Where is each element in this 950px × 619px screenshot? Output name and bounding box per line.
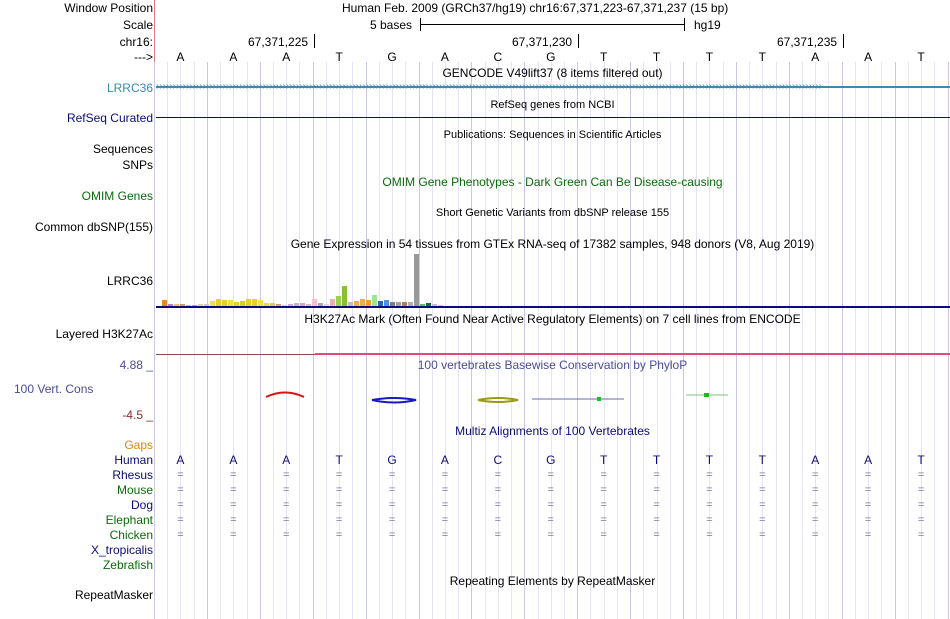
coord-tick [843,34,844,48]
alignment-match: = [759,529,766,541]
refseq-track-label[interactable]: RefSeq Curated [66,111,153,125]
alignment-match: = [388,499,396,511]
alignment-match: = [653,499,660,511]
alignment-match: = [706,499,713,511]
alignment-match: = [547,514,554,526]
omim-track-label[interactable]: OMIM Genes [81,189,153,203]
publications-snps-label[interactable]: SNPs [122,158,153,172]
alignment-match: = [864,514,872,526]
reference-base: A [229,50,238,64]
gtex-tissue-bar[interactable] [336,296,341,306]
alignment-match: = [230,484,237,496]
phylop-min-label: -4.5 _ [122,408,153,422]
human-aligned-base: T [652,453,661,467]
alignment-match: = [706,469,713,481]
alignment-match: = [230,499,237,511]
alignment-match: = [759,499,766,511]
alignment-match: = [706,529,713,541]
scale-label: Scale [122,18,153,32]
scale-bar-left-tick [420,18,421,31]
chromosome-label: chr16: [119,35,153,49]
gtex-tissue-bar[interactable] [312,299,317,306]
alignment-match: = [388,484,396,496]
scale-bar [420,24,684,25]
human-aligned-base: T [917,453,925,467]
alignment-match: = [917,514,925,526]
phylop-score-blue [372,398,416,403]
species-label-chicken[interactable]: Chicken [109,528,153,542]
window-position-label: Window Position [64,1,153,15]
species-label-elephant[interactable]: Elephant [105,513,153,527]
alignment-match: = [494,499,502,511]
reference-base: T [599,50,608,64]
gencode-track-label[interactable]: LRRC36 [106,81,153,95]
alignment-match: = [600,514,607,526]
alignment-match: = [283,469,290,481]
human-aligned-base: G [546,453,556,467]
gtex-tissue-bar[interactable] [330,299,335,306]
alignment-match: = [283,499,290,511]
coord-tick [578,34,579,48]
alignment-match: = [177,499,184,511]
alignment-match: = [388,469,396,481]
alignment-match: = [864,484,872,496]
reference-base: T [652,50,661,64]
alignment-match: = [600,469,607,481]
reference-base: A [176,50,185,64]
phylop-track-label[interactable]: 100 Vert. Cons [14,382,94,396]
alignment-match: = [547,499,554,511]
gtex-tissue-bar[interactable] [252,299,257,306]
scale-bar-right-tick [684,18,685,31]
phylop-max-label: 4.88 _ [119,358,153,372]
species-label-rhesus[interactable]: Rhesus [112,468,153,482]
phylop-score-green [597,397,601,401]
alignment-match: = [759,484,766,496]
alignment-match: = [441,484,449,496]
reference-base: T [335,50,343,64]
gtex-track-label[interactable]: LRRC36 [106,274,153,288]
alignment-match: = [494,484,502,496]
dbsnp-track-label[interactable]: Common dbSNP(155) [34,220,153,234]
alignment-match: = [653,469,660,481]
phylop-track-title[interactable]: 100 vertebrates Basewise Conservation by PhyloP [417,358,688,372]
alignment-match: = [230,529,237,541]
alignment-match: = [547,484,554,496]
human-aligned-base: G [387,453,397,467]
refseq-track-title[interactable]: RefSeq genes from NCBI [490,99,615,111]
h3k27ac-signal-low [156,354,315,355]
gtex-tissue-bar[interactable] [360,299,365,306]
alignment-match: = [335,514,343,526]
coord-tick [314,34,315,48]
dbsnp-track-title[interactable]: Short Genetic Variants from dbSNP release 155 [435,207,670,219]
multiz-track-title[interactable]: Multiz Alignments of 100 Vertebrates [455,424,650,438]
alignment-match: = [177,484,184,496]
alignment-match: = [653,514,660,526]
alignment-match: = [441,469,449,481]
species-label-zebrafish[interactable]: Zebrafish [102,558,153,572]
alignment-match: = [230,469,237,481]
species-label-human[interactable]: Human [114,453,153,467]
human-aligned-base: T [335,453,343,467]
alignment-match: = [917,499,925,511]
human-aligned-base: A [176,453,185,467]
alignment-match: = [388,529,396,541]
human-aligned-base: A [864,453,873,467]
alignment-match: = [600,499,607,511]
species-label-x-tropicalis[interactable]: X_tropicalis [90,543,153,557]
coord-tick-label: 67,371,230 [512,35,573,49]
alignment-match: = [864,499,872,511]
alignment-match: = [864,529,872,541]
human-aligned-base: C [493,453,503,467]
alignment-match: = [335,484,343,496]
alignment-match: = [759,514,766,526]
publications-sequences-label[interactable]: Sequences [92,142,153,156]
h3k27ac-track-label[interactable]: Layered H3K27Ac [55,327,153,341]
alignment-match: = [759,469,766,481]
reference-base: A [811,50,820,64]
alignment-match: = [441,514,449,526]
reference-base: A [282,50,291,64]
alignment-match: = [283,529,290,541]
phylop-score-red [266,393,304,398]
alignment-match: = [547,529,554,541]
species-label-dog[interactable]: Dog [130,498,153,512]
gtex-tissue-bar[interactable] [414,254,419,306]
publications-track-title[interactable]: Publications: Sequences in Scientific Articles [443,129,662,141]
human-aligned-base: T [599,453,608,467]
alignment-match: = [335,469,343,481]
alignment-match: = [441,499,449,511]
gtex-bar-graph[interactable] [156,252,950,308]
alignment-match: = [494,514,502,526]
multiz-gaps-label[interactable]: Gaps [124,438,153,452]
alignment-match: = [547,469,554,481]
reference-base: T [705,50,714,64]
human-aligned-base: T [758,453,767,467]
alignment-match: = [812,514,819,526]
alignment-match: = [388,514,396,526]
alignment-match: = [600,529,607,541]
alignment-match: = [653,484,660,496]
human-aligned-base: T [705,453,714,467]
omim-track-title[interactable]: OMIM Gene Phenotypes - Dark Green Can Be Disease-causing [382,175,723,189]
human-aligned-base: A [440,453,449,467]
gtex-tissue-bar[interactable] [246,299,251,306]
human-aligned-base: A [229,453,238,467]
reference-base: T [917,50,925,64]
coord-tick-label: 67,371,225 [248,35,309,49]
alignment-match: = [335,499,343,511]
human-aligned-base: A [282,453,291,467]
gtex-gene-line [156,306,950,308]
gtex-tissue-bar[interactable] [372,295,377,306]
alignment-match: = [177,469,184,481]
alignment-match: = [917,484,925,496]
alignment-match: = [706,484,713,496]
strand-label: ---> [134,50,153,64]
coord-tick-label: 67,371,235 [777,35,838,49]
alignment-match: = [441,529,449,541]
gencode-strand-chevrons: ›››››››››››››››››››››››››››››››››››››››››››››››››››››››››››››››››››››››››››››››››››››››››››››››››››››››››››››››››››››››››››››››››››››››››››››››››››››››››››››››››››››››››››››››››››››››››››››››››››››››› [156,81,823,92]
human-aligned-base: A [811,453,820,467]
species-label-mouse[interactable]: Mouse [116,483,153,497]
reference-base: A [440,50,449,64]
alignment-match: = [812,484,819,496]
phylop-score-olive [478,398,518,402]
gtex-tissue-bar[interactable] [342,286,347,306]
reference-base: G [546,50,556,64]
reference-base: C [493,50,503,64]
reference-base: T [758,50,767,64]
alignment-match: = [494,469,502,481]
reference-base: A [864,50,873,64]
alignment-match: = [283,484,290,496]
alignment-match: = [917,529,925,541]
gtex-track-title[interactable]: Gene Expression in 54 tissues from GTEx RNA-seq of 17382 samples, 948 donors (V8, Aug 2019) [290,237,815,251]
gencode-track-title[interactable]: GENCODE V49lift37 (8 items filtered out) [442,66,663,80]
alignment-match: = [177,514,184,526]
alignment-match: = [494,529,502,541]
alignment-match: = [653,529,660,541]
alignment-match: = [917,469,925,481]
alignment-match: = [230,514,237,526]
h3k27ac-track-title[interactable]: H3K27Ac Mark (Often Found Near Active Regulatory Elements) on 7 cell lines from ENCODE [304,312,801,326]
repeatmasker-track-title[interactable]: Repeating Elements by RepeatMasker [449,574,656,588]
scale-assembly: hg19 [694,18,721,32]
alignment-match: = [864,469,872,481]
phylop-score-green [704,393,709,397]
repeatmasker-track-label[interactable]: RepeatMasker [74,588,153,602]
alignment-match: = [812,499,819,511]
alignment-match: = [812,529,819,541]
h3k27ac-signal-high [315,353,950,355]
gtex-tissue-bar[interactable] [216,299,221,306]
phylop-conservation-plot[interactable] [156,386,950,406]
alignment-match: = [283,514,290,526]
alignment-match: = [335,529,343,541]
reference-base: G [387,50,397,64]
alignment-match: = [600,484,607,496]
alignment-match: = [706,514,713,526]
scale-bases: 5 bases [370,18,413,32]
alignment-match: = [812,469,819,481]
alignment-match: = [177,529,184,541]
refseq-gene-feature[interactable] [156,117,950,118]
window-position-value: Human Feb. 2009 (GRCh37/hg19) chr16:67,371,223-67,371,237 (15 bp) [342,1,729,15]
